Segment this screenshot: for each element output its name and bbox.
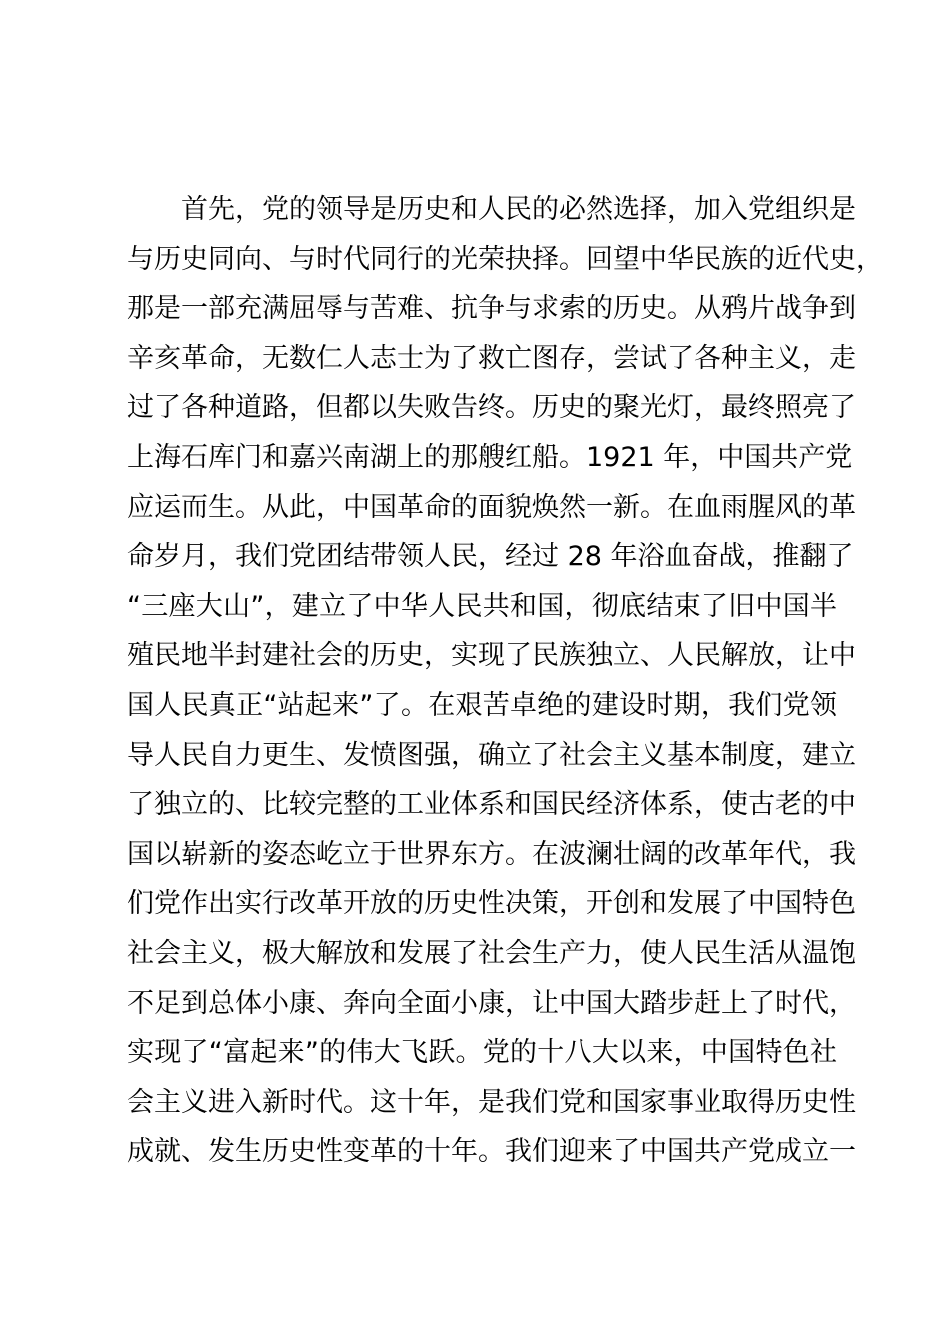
body-paragraph (127, 185, 883, 1177)
text-line: 实现了“富起来”的伟大飞跃。党的十八大以来，中国特色社 (127, 1037, 837, 1069)
text-line: 那是一部充满屈辱与苦难、抗争与求索的历史。从鸦片战争到 (127, 293, 856, 325)
text-line: “三座大山”，建立了中华人民共和国，彻底结束了旧中国半 (127, 590, 837, 622)
text-line: 了独立的、比较完整的工业体系和国民经济体系，使古老的中 (127, 789, 856, 821)
text-line: 们党作出实行改革开放的历史性决策，开创和发展了中国特色 (127, 888, 856, 920)
text-line: 导人民自力更生、发愤图强，确立了社会主义基本制度，建立 (127, 739, 856, 771)
text-line: 国人民真正“站起来”了。在艰苦卓绝的建设时期，我们党领 (127, 689, 837, 721)
text-line: 社会主义，极大解放和发展了社会生产力，使人民生活从温饱 (127, 937, 856, 969)
text-line: 过了各种道路，但都以失败告终。历史的聚光灯，最终照亮了 (127, 392, 856, 424)
text-line: 成就、发生历史性变革的十年。我们迎来了中国共产党成立一 (127, 1136, 856, 1168)
text-line: 应运而生。从此，中国革命的面貌焕然一新。在血雨腥风的革 (127, 491, 856, 523)
text-line: 命岁月，我们党团结带领人民，经过 28 年浴血奋战，推翻了 (127, 541, 854, 573)
text-line: 会主义进入新时代。这十年，是我们党和国家事业取得历史性 (127, 1086, 856, 1118)
text-line: 殖民地半封建社会的历史，实现了民族独立、人民解放，让中 (127, 640, 856, 672)
text-line: 国以崭新的姿态屹立于世界东方。在波澜壮阔的改革年代，我 (127, 838, 856, 870)
text-line: 与历史同向、与时代同行的光荣抉择。回望中华民族的近代史， (127, 243, 883, 275)
text-line: 不足到总体小康、奔向全面小康，让中国大踏步赶上了时代， (127, 987, 856, 1019)
text-line: 辛亥革命，无数仁人志士为了救亡图存，尝试了各种主义，走 (127, 342, 856, 374)
text-line: 首先，党的领导是历史和人民的必然选择，加入党组织是 (181, 194, 856, 225)
text-line: 上海石库门和嘉兴南湖上的那艘红船。1921 年，中国共产党 (127, 441, 853, 473)
